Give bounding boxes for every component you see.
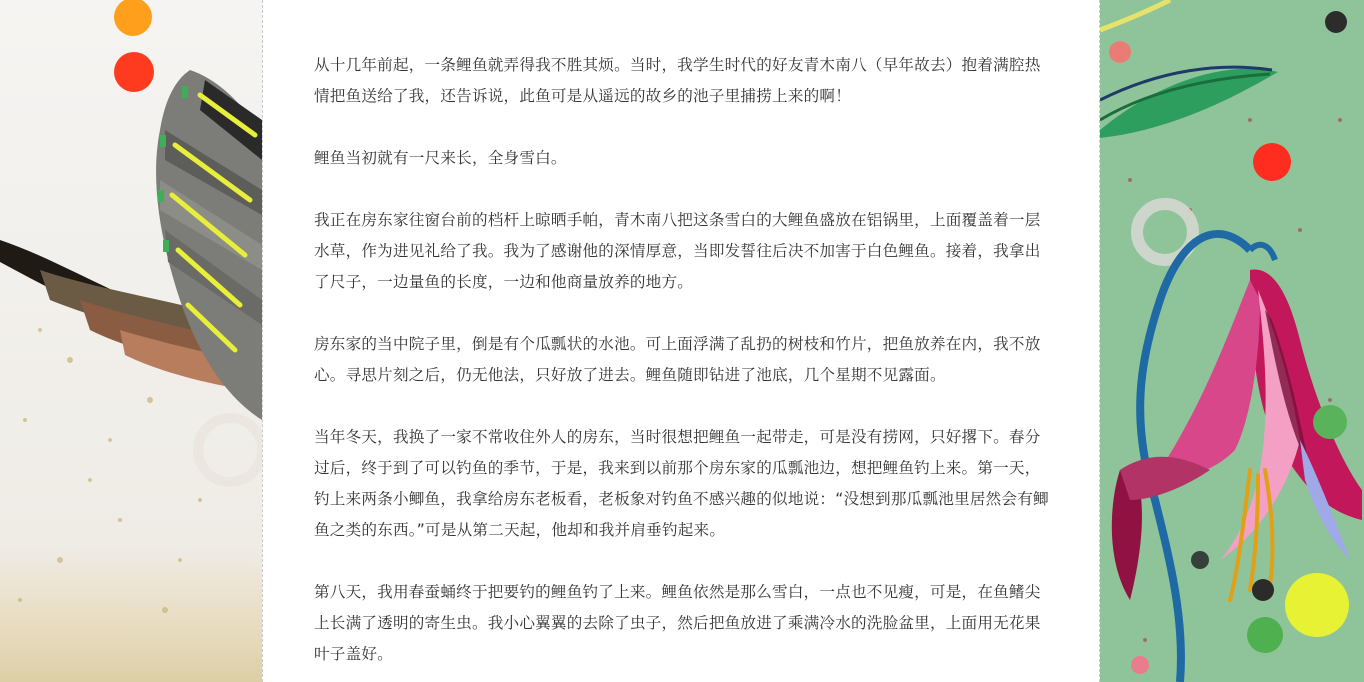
- left-decorative-panel: [0, 0, 262, 682]
- story-paragraph-5: 当年冬天，我换了一家不常收住外人的房东，当时很想把鲤鱼一起带走，可是没有捞网，只好撂下。春分过后，终于到了可以钓鱼的季节，于是，我来到以前那个房东家的瓜瓢池边，想把鲤鱼钓上来。第一天，钓上来两条小鲫鱼，我拿给房东老板看，老板象对钓鱼不感兴趣的似地说：“没想到那瓜瓢池里居然会有鲫鱼之类的东西。”可是从第二天起，他却和我并肩垂钓起来。: [314, 428, 1049, 539]
- story-paragraph-6: 第八天，我用春蚕蛹终于把要钓的鲤鱼钓了上来。鲤鱼依然是那么雪白，一点也不见瘦，可是，在鱼鳍尖上长满了透明的寄生虫。我小心翼翼的去除了虫子，然后把鱼放进了乘满冷水的洗脸盆里，上面用无花果叶子盖好。: [314, 583, 1041, 663]
- story-paragraph-4: 房东家的当中院子里，倒是有个瓜瓢状的水池。可上面浮满了乱扔的树枝和竹片，把鱼放养在内，我不放心。寻思片刻之后，仍无他法，只好放了进去。鲤鱼随即钻进了池底，几个星期不见露面。: [314, 335, 1041, 384]
- lily-flower-illustration-icon: [1100, 0, 1364, 682]
- article-panel: [262, 0, 1100, 682]
- story-paragraph-1: 从十几年前起，一条鲤鱼就弄得我不胜其烦。当时，我学生时代的好友青木南八（早年故去）抱着满腔热情把鱼送给了我，还告诉说，此鱼可是从遥远的故乡的池子里捕捞上来的啊！: [314, 56, 1041, 105]
- bird-wing-illustration-icon: [0, 0, 262, 682]
- story-text: [314, 50, 1054, 682]
- story-paragraph-3: 我正在房东家往窗台前的档杆上晾晒手帕，青木南八把这条雪白的大鲤鱼盛放在铝锅里，上面覆盖着一层水草，作为进见礼给了我。我为了感谢他的深情厚意，当即发誓往后决不加害于白色鲤鱼。接着，我拿出了尺子，一边量鱼的长度，一边和他商量放养的地方。: [314, 211, 1041, 291]
- right-decorative-panel: [1100, 0, 1364, 682]
- story-paragraph-2: 鲤鱼当初就有一尺来长，全身雪白。: [314, 149, 567, 167]
